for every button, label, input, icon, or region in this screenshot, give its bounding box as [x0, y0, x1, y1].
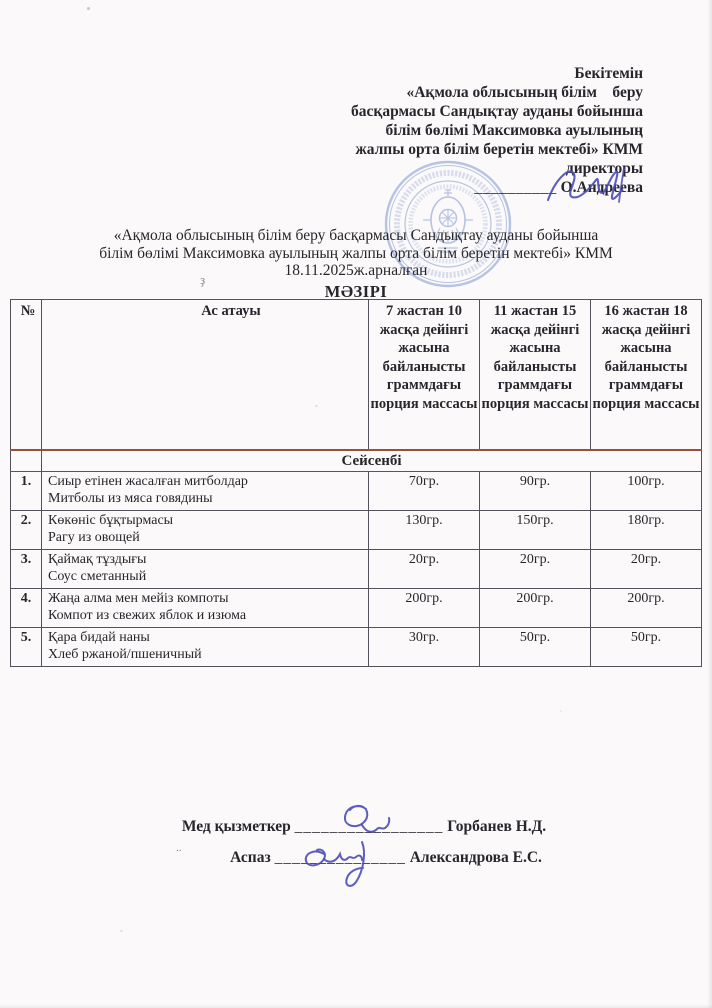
role-label: Мед қызметкер — [181, 818, 291, 835]
approval-line: «Ақмола облысының білім беру — [406, 84, 643, 101]
director-name: О.Андреева — [560, 179, 643, 196]
dish-name-ru: Рагу из овощей — [48, 529, 140, 545]
date-line: 18.11.2025ж.арналған — [284, 262, 428, 279]
dish-name-kk: Сиыр етінен жасалған митболдар — [48, 474, 248, 489]
table-row — [11, 589, 702, 628]
table-row — [11, 628, 702, 667]
row-number-cell: 2. — [11, 511, 42, 550]
signer-name: Александрова Е.С. — [409, 849, 542, 866]
day-row-empty-cell — [11, 450, 42, 472]
col-header-age-16-18: 16 жастан 18 жасқа дейінгі жасына байланысты граммдағы порция массасы — [591, 300, 702, 450]
table-row — [11, 550, 702, 589]
table-row — [11, 472, 702, 511]
dish-name-kk: Қара бидай наны — [48, 630, 150, 645]
dish-name-kk: Жаңа алма мен мейіз компоты — [48, 591, 229, 606]
signature-line: _________________ — [294, 818, 444, 835]
approval-line: Бекітемін — [574, 65, 643, 82]
day-row — [11, 450, 702, 472]
dish-name-ru: Митболы из мяса говядины — [48, 490, 213, 506]
dish-name-ru: Соус сметанный — [48, 568, 147, 584]
portion-cell-11-15: 20гр. — [480, 550, 591, 589]
portion-cell-7-10: 200гр. — [369, 589, 480, 628]
row-number-cell: 5. — [11, 628, 42, 667]
row-number-cell: 4. — [11, 589, 42, 628]
table-row — [11, 511, 702, 550]
stray-pen-mark: .. — [176, 842, 182, 854]
dish-name-kk: Көкөніс бұқтырмасы — [48, 513, 174, 528]
portion-cell-16-18: 20гр. — [591, 550, 702, 589]
dish-name-ru: Компот из свежих яблок и изюма — [48, 607, 247, 623]
director-signature-ink — [540, 160, 652, 210]
document-subtitle — [0, 227, 712, 300]
signer-name: Горбанев Н.Д. — [447, 818, 547, 835]
portion-cell-11-15: 50гр. — [480, 628, 591, 667]
cook-signature-ink — [296, 836, 391, 892]
paper-speck — [120, 930, 123, 932]
portion-cell-16-18: 100гр. — [591, 472, 702, 511]
portion-cell-11-15: 150гр. — [480, 511, 591, 550]
portion-cell-11-15: 200гр. — [480, 589, 591, 628]
portion-cell-7-10: 130гр. — [369, 511, 480, 550]
signature-line: __________ — [474, 179, 557, 196]
portion-cell-16-18: 200гр. — [591, 589, 702, 628]
menu-table — [10, 299, 702, 667]
paper-speck — [87, 7, 90, 10]
approval-line: директоры — [565, 160, 643, 177]
dish-name-cell — [42, 628, 369, 667]
portion-cell-7-10: 70гр. — [369, 472, 480, 511]
approval-line: білім бөлімі Максимовка ауылының — [385, 122, 643, 139]
dish-name-cell — [42, 550, 369, 589]
col-header-dish: Ас атауы — [42, 300, 369, 450]
table-header-row — [11, 300, 702, 450]
portion-cell-7-10: 20гр. — [369, 550, 480, 589]
dish-name-ru: Хлеб ржаной/пшеничный — [48, 646, 202, 662]
portion-cell-7-10: 30гр. — [369, 628, 480, 667]
paper-speck — [560, 710, 562, 712]
dish-name-cell — [42, 511, 369, 550]
dish-name-cell — [42, 472, 369, 511]
row-number-cell: 3. — [11, 550, 42, 589]
day-label: Сейсенбі — [42, 450, 702, 472]
subtitle-line: білім бөлімі Максимовка ауылының жалпы орта білім беретін мектебі» КММ — [99, 244, 613, 262]
col-header-number: № — [11, 300, 42, 450]
row-number-cell: 1. — [11, 472, 42, 511]
signature-line: _______________ — [274, 849, 406, 866]
scan-edge — [0, 1004, 712, 1008]
dish-name-kk: Қаймақ тұздығы — [48, 552, 147, 567]
col-header-age-11-15: 11 жастан 15 жасқа дейінгі жасына байланысты граммдағы порция массасы — [480, 300, 591, 450]
approval-line: жалпы орта білім беретін мектебі» КММ — [355, 141, 643, 158]
dish-name-cell — [42, 589, 369, 628]
portion-cell-11-15: 90гр. — [480, 472, 591, 511]
role-label: Аспаз — [230, 849, 271, 866]
approval-line: басқармасы Сандықтау ауданы бойынша — [351, 103, 643, 120]
portion-cell-16-18: 50гр. — [591, 628, 702, 667]
menu-title: МӘЗІРІ — [324, 281, 388, 301]
portion-cell-16-18: 180гр. — [591, 511, 702, 550]
col-header-age-7-10: 7 жастан 10 жасқа дейінгі жасына байланысты граммдағы порция массасы — [369, 300, 480, 450]
subtitle-line: «Ақмола облысының білім беру басқармасы Сандықтау ауданы бойынша — [113, 227, 599, 244]
stray-pen-mark: ҙ — [200, 272, 206, 287]
